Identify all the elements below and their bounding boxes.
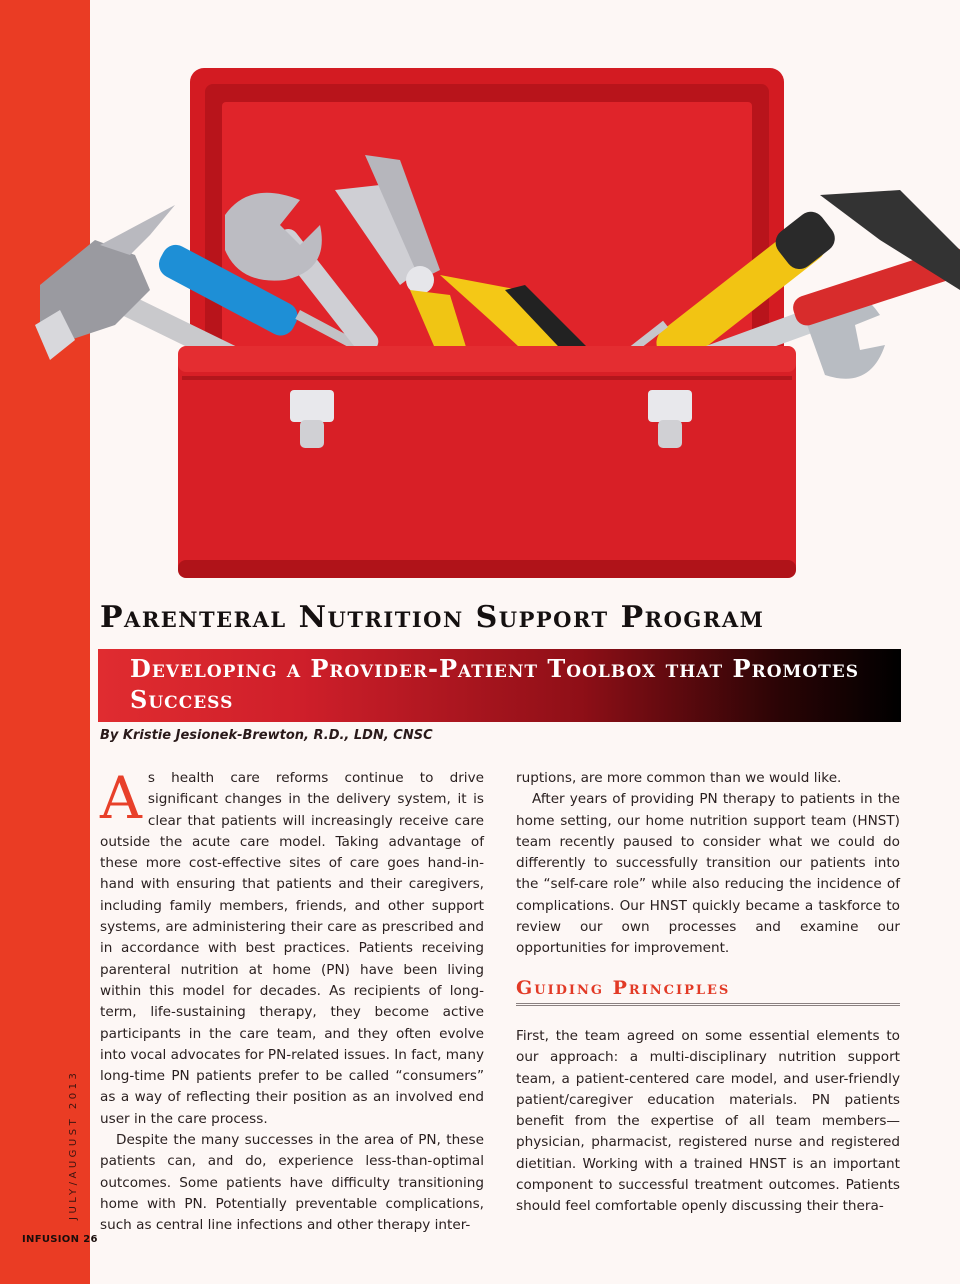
issue-date: JULY/AUGUST 2013	[68, 1069, 79, 1220]
article-subtitle: Developing a Provider-Patient Toolbox that Promotes Success	[130, 654, 860, 714]
folio-brand: INFUSION	[22, 1234, 80, 1245]
section-heading: Guiding Principles	[516, 978, 900, 1006]
toolbox-body	[178, 346, 796, 578]
paragraph-1-text: s health care reforms continue to drive significant changes in the delivery system, it is clear that patients will increasingly receive care outside the acute care model. Taking advantage of these more cost-effective sites of care goes hand-in-hand with ensuring that patients and their caregivers, including family members, friends, and other support systems, are administering their care as prescribed and in accordance with best practices. Patients receiving parenteral nutrition at home (PN) have been living within this model for decades. As recipients of long-term, life-sustaining therapy, they become active participants in the care team, and they often evolve into vocal advocates for PN-related issues. In fact, many long-time PN patients prefer to be called “consumers” as a way of reflecting their position as an involved end user in the care process.	[100, 770, 484, 1127]
article-title: Parenteral Nutrition Support Program	[100, 600, 765, 635]
article-column-left	[100, 764, 484, 1237]
subtitle-banner	[98, 649, 901, 722]
paragraph-2: Despite the many successes in the area of PN, these patients can, and do, experience less-than-optimal outcomes. Some patients have difficulty transitioning home with PN. Potentially preventable complications, such as central line infections and other therapy inter-	[100, 1132, 484, 1234]
page-folio	[22, 1234, 98, 1245]
paragraph-3: After years of providing PN therapy to patients in the home setting, our home nutrition support team (HNST) team recently paused to consider what we could do differently to successfully transition our patients into the “self-care role” while also reducing the incidence of complications. Our HNST quickly became a taskforce to review our own processes and examine our opportunities for improvement.	[516, 791, 900, 957]
drop-cap: A	[100, 764, 142, 832]
paragraph-2-continued: ruptions, are more common than we would like.	[516, 770, 842, 786]
page-number: 26	[83, 1234, 98, 1245]
paragraph-1	[100, 764, 484, 1130]
article-column-right	[516, 768, 900, 1218]
paragraph-4: First, the team agreed on some essential elements to our approach: a multi-disciplinary nutrition support team, a patient-centered care model, and user-friendly patient/caregiver education materials. PN patients benefit from the expertise of all team members—physician, pharmacist, registered nurse and registered dietitian. Working with a trained HNST is an important component to successful treatment outcomes. Patients should feel comfortable openly discussing their thera-	[516, 1027, 900, 1215]
author-byline: By Kristie Jesionek-Brewton, R.D., LDN, CNSC	[100, 728, 433, 743]
toolbox-illustration	[0, 40, 960, 600]
